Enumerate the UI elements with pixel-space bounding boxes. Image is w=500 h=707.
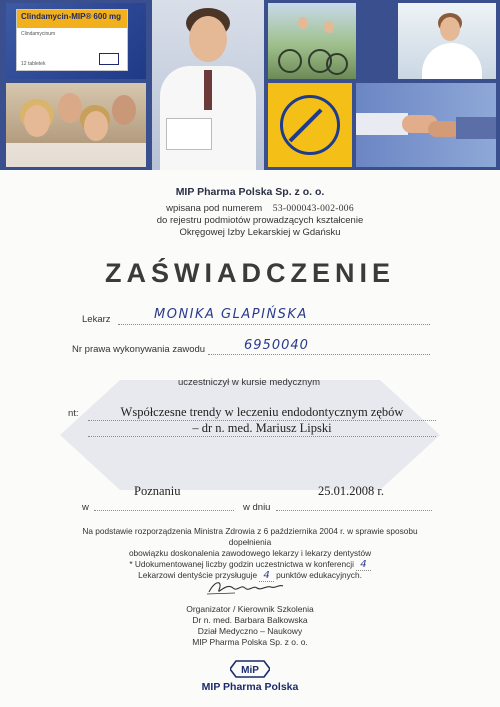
participated-text: uczestniczył w kursie medycznym (178, 377, 321, 388)
handshake-photo (356, 83, 496, 167)
signature-icon (205, 576, 285, 598)
legal-footnote (60, 526, 440, 581)
course-line-1: Współczesne trendy w leczeniu endodontycznym zębów (120, 405, 404, 419)
footnote-hours: * Udokumentowanej liczby godzin uczestnictwa w konferencji 4 (60, 559, 440, 570)
footnote-line-1: Na podstawie rozporządzenia Ministra Zdrowia z 6 października 2004 r. w sprawie sposobu dopełnienia (82, 526, 418, 547)
license-label: Nr prawa wykonywania zawodu (72, 344, 206, 355)
product-name: Clindamycin-MIP® (21, 12, 92, 21)
doctor-line (118, 324, 430, 325)
topic-line-2 (88, 436, 436, 437)
organizer-block (0, 604, 500, 648)
doctor-label: Lekarz (82, 314, 111, 325)
date-value: 25.01.2008 r. (318, 484, 384, 498)
product-sub: Clindamycinum (21, 31, 56, 37)
clock-graphic (268, 83, 352, 167)
hours-value: 4 (356, 559, 370, 571)
place-line (94, 510, 234, 511)
mip-logo-icon (99, 53, 119, 65)
brand-name: MIP Pharma Polska (201, 681, 299, 693)
place-value: Poznaniu (134, 484, 181, 498)
organizer-department: Dział Medyczno – Naukowy (197, 626, 303, 636)
footnote-points: Lekarzowi dentyście przysługuje 4 punktów edukacyjnych. (138, 570, 362, 581)
medicine-box (16, 9, 128, 71)
doctor-name: MONIKA GLAPIŃSKA (154, 307, 308, 322)
mip-logo-icon (230, 660, 270, 678)
date-line (276, 510, 432, 511)
document-title: ZAŚWIADCZENIE (105, 258, 395, 288)
footnote-line-2: obowiązku doskonalenia zawodowego lekarzy i lekarzy dentystów (128, 548, 372, 558)
organizer-company: MIP Pharma Polska Sp. z o. o. (192, 637, 308, 647)
family-photo (6, 83, 146, 167)
product-photo (6, 3, 146, 79)
product-dose: 600 mg (93, 12, 121, 21)
bicycle-icon (278, 49, 302, 73)
organizer-role: Organizator / Kierownik Szkolenia (186, 604, 314, 614)
clock-icon (280, 95, 340, 155)
product-count: 12 tabletek (21, 61, 46, 67)
photo-banner (0, 0, 500, 170)
registry-info (120, 203, 400, 239)
registry-number: 53-000043-002-006 (272, 204, 354, 214)
doctor-photo (152, 0, 264, 170)
license-line (208, 354, 430, 355)
license-number: 6950040 (244, 338, 309, 353)
place-label: w (82, 502, 89, 513)
registry-line3: Okręgowej Izby Lekarskiej w Gdańsku (179, 227, 341, 238)
date-label: w dniu (243, 502, 271, 513)
organizer-name: Dr n. med. Barbara Balkowska (192, 615, 308, 625)
company-name: MIP Pharma Polska Sp. z o. o. (175, 186, 325, 198)
course-title (112, 404, 412, 436)
course-line-2: – dr n. med. Mariusz Lipski (192, 421, 332, 435)
lab-photo (398, 3, 496, 79)
registry-prefix: wpisana pod numerem (166, 203, 263, 214)
topic-label: nt: (68, 408, 79, 419)
cyclists-photo (268, 3, 356, 79)
registry-line2: do rejestru podmiotów prowadzących kształcenie (156, 215, 364, 226)
points-value: 4 (259, 570, 273, 582)
logo-text: MiP (241, 665, 259, 676)
